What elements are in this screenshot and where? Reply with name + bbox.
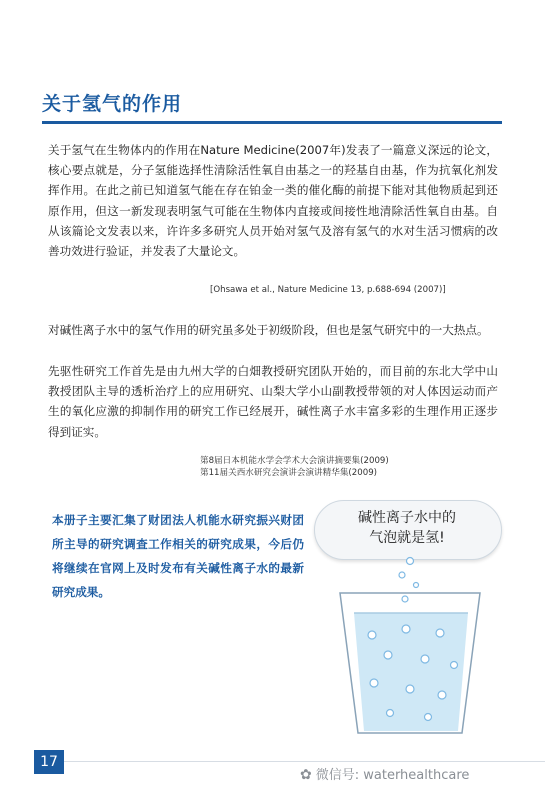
citation-society-abstracts: 第8届日本机能水学会学术大会演讲摘要集(2009) [200, 456, 389, 466]
bubble-dot [402, 625, 410, 633]
bubble-dot [425, 714, 432, 721]
bubble-line-2: 气泡就是氢! [369, 530, 445, 546]
bubble-dot [406, 685, 414, 693]
paragraph-hydrogen-role: 关于氢气在生物体内的作用在Nature Medicine(2007年)发表了一篇意义深远的论文，核心要点就是，分子氢能选择性清除活性氧自由基之一的羟基自由基，作为抗氧化剂发挥作用。在此之前已知道氢气能在存在铂金一类的催化酶的前提下能对其他物质起到还原作用，但这一新发现表明氢气可能在生物体内直接或间接性地清除活性氧自由基。自从该篇论文发表以来，许许多多研究人员开始对氢气及溶有氢气的水对生活习惯病的改善功效进行验证，并发表了大量论文。 [48, 143, 498, 259]
paragraph-pioneer-research: 先驱性研究工作首先是由九州大学的白畑教授研究团队开始的，而目前的东北大学中山教授团队主导的透析治疗上的应用研究、山梨大学小山副教授带领的对人体因运动而产生的氧化应激的抑制作用的研究工作已经展开，碱性离子水丰富多彩的生理作用正逐步得到证实。 [48, 364, 498, 439]
page-number: 17 [34, 750, 64, 774]
bubble-dot [384, 651, 392, 659]
footer-divider [64, 761, 545, 762]
wechat-id: 微信号: waterhealthcare [315, 768, 470, 783]
bubble-dot [407, 558, 414, 565]
bubble-dot [387, 710, 394, 717]
bubble-dot [436, 629, 444, 637]
bubble-dot [399, 572, 405, 578]
summary-text: 本册子主要汇集了财团法人机能水研究振兴财团所主导的研究调查工作相关的研究成果，今后仍将继续在官网上及时发布有关碱性离子水的最新研究成果。 [52, 513, 304, 599]
bubble-dot [368, 631, 376, 639]
wechat-watermark [300, 764, 469, 783]
wechat-icon: ✿ [300, 767, 312, 783]
water-glass-illustration [330, 555, 490, 735]
citation-kansai-lectures: 第11届关西水研究会演讲会演讲精华集(2009) [200, 468, 378, 478]
citation-nature-medicine: [Ohsawa et al., Nature Medicine 13, p.688-694 (2007)] [210, 285, 446, 295]
bubble-dot [451, 662, 458, 669]
bubble-dot [402, 596, 408, 602]
bubble-dot [421, 655, 429, 663]
section-heading [42, 92, 502, 124]
page-title: 关于氢气的作用 [42, 93, 183, 115]
bubble-dot [414, 583, 419, 588]
bubble-line-1: 碱性离子水中的 [358, 510, 456, 526]
bubble-dot [438, 691, 446, 699]
top-margin [0, 0, 545, 52]
bubble-dot [370, 679, 378, 687]
heading-underline [42, 121, 502, 124]
paragraph-alkaline-water: 对碱性离子水中的氢气作用的研究虽多处于初级阶段，但也是氢气研究中的一大热点。 [48, 323, 489, 337]
speech-bubble-text [330, 508, 484, 548]
